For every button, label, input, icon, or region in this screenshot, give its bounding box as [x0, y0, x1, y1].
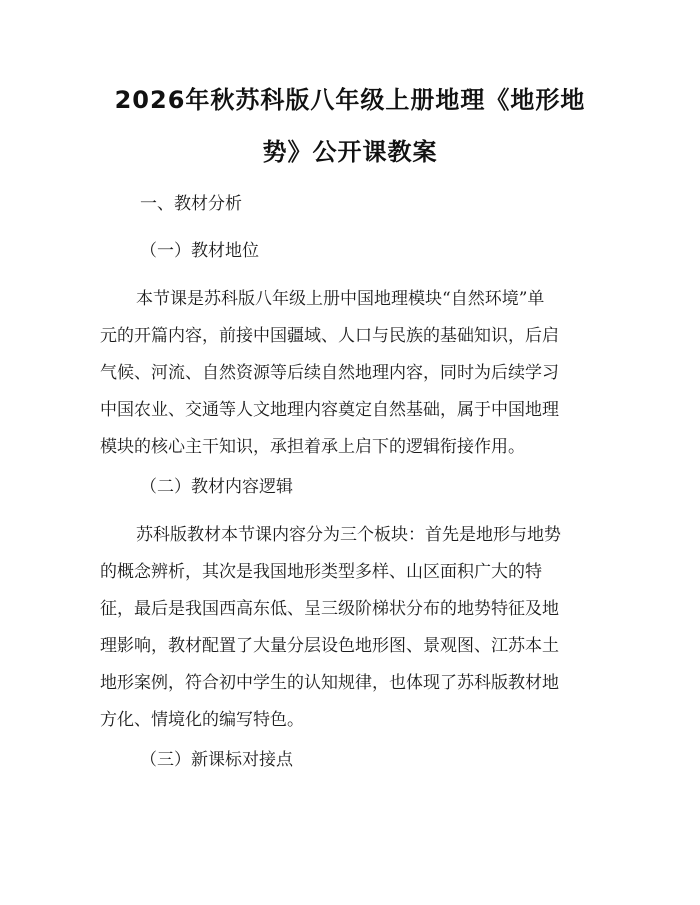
subsection-heading: （一）教材地位: [140, 241, 259, 261]
paragraph-line: 中国农业、交通等人文地理内容奠定自然基础，属于中国地理: [100, 400, 559, 420]
paragraph-line: 方化、情境化的编写特色。: [100, 710, 304, 730]
paragraph-line: 的概念辨析，其次是我国地形类型多样、山区面积广大的特: [100, 562, 542, 582]
title-line: 2026年秋苏科版八年级上册地理《地形地: [114, 86, 586, 114]
paragraph-line: 气候、河流、自然资源等后续自然地理内容，同时为后续学习: [100, 363, 559, 383]
subsection-heading: （三）新课标对接点: [140, 750, 293, 770]
paragraph-line: 模块的核心主干知识，承担着承上启下的逻辑衔接作用。: [100, 437, 525, 457]
paragraph: [100, 281, 600, 466]
paragraph-line: 本节课是苏科版八年级上册中国地理模块“自然环境”单: [136, 289, 545, 309]
document-title: [100, 74, 600, 178]
paragraph-line: 征，最后是我国西高东低、呈三级阶梯状分布的地势特征及地: [100, 599, 559, 619]
paragraph: [100, 517, 600, 739]
paragraph-line: 理影响，教材配置了大量分层设色地形图、景观图、江苏本土: [100, 636, 559, 656]
section-heading: 一、教材分析: [140, 194, 242, 214]
paragraph-line: 元的开篇内容，前接中国疆域、人口与民族的基础知识，后启: [100, 326, 559, 346]
paragraph-line: 苏科版教材本节课内容分为三个板块：首先是地形与地势: [136, 525, 561, 545]
paragraph-line: 地形案例，符合初中学生的认知规律，也体现了苏科版教材地: [100, 673, 559, 693]
subsection-heading: （二）教材内容逻辑: [140, 477, 293, 497]
title-line: 势》公开课教案: [262, 138, 438, 166]
